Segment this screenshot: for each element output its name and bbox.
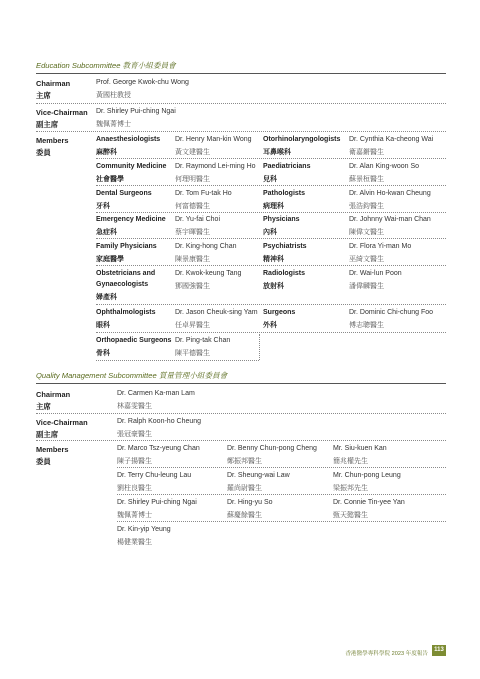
page-number: 113 xyxy=(432,645,446,656)
member-name: Dr. Marco Tsz-yeung Chan xyxy=(117,445,200,452)
separator xyxy=(96,238,446,239)
member-name-zh: 蘇慶餘醫生 xyxy=(227,512,262,519)
specialty-label-zh: 兒科 xyxy=(263,176,277,183)
member-name: Mr. Chun-pong Leung xyxy=(333,472,401,479)
quality-vice-chairman-label-zh: 副主席 xyxy=(36,430,59,439)
education-members-label: Members xyxy=(36,136,69,145)
specialty-label: Family Physicians xyxy=(96,243,157,250)
separator xyxy=(36,103,446,104)
member-name: Mr. Siu-kuen Kan xyxy=(333,445,387,452)
specialty-label: Radiologists xyxy=(263,270,306,277)
separator xyxy=(96,332,446,333)
education-chairman-name-zh: 黃國柱教授 xyxy=(96,92,131,99)
member-name: Dr. Jason Cheuk-sing Yam xyxy=(175,309,258,316)
member-name: Dr. Kin-yip Yeung xyxy=(117,526,171,533)
member-name: Dr. Shirley Pui-ching Ngai xyxy=(117,499,197,506)
specialty-label: Otorhinolaryngologists xyxy=(263,136,341,143)
member-name-zh: 傅志聰醫生 xyxy=(349,322,384,329)
member-name-zh: 楊健業醫生 xyxy=(117,539,152,546)
specialty-label: Psychiatrists xyxy=(263,243,307,250)
education-chairman-name: Prof. George Kwok-chu Wong xyxy=(96,79,189,86)
member-name-zh: 魏佩菁博士 xyxy=(117,512,152,519)
specialty-label: Ophthalmologists xyxy=(96,309,156,316)
specialty-label-zh: 急症科 xyxy=(96,229,117,236)
specialty-label: Physicians xyxy=(263,216,300,223)
education-vice-chairman-name-zh: 魏佩菁博士 xyxy=(96,121,131,128)
specialty-label: Emergency Medicine xyxy=(96,216,166,223)
education-chairman-label-zh: 主席 xyxy=(36,91,51,100)
member-name: Dr. Dominic Chi-chung Foo xyxy=(349,309,434,316)
member-name: Dr. Tom Fu-tak Ho xyxy=(175,190,232,197)
member-name: Dr. Alvin Ho-kwan Cheung xyxy=(349,190,431,197)
quality-chairman-name: Dr. Carmen Ka-man Lam xyxy=(117,390,195,397)
quality-vice-chairman-label: Vice-Chairman xyxy=(36,418,88,427)
quality-title-rule xyxy=(36,383,446,384)
separator xyxy=(96,304,446,305)
member-name: Dr. Kwok-keung Tang xyxy=(175,270,242,277)
member-name-zh: 蔡宇暉醫生 xyxy=(175,229,210,236)
specialty-label-zh: 家庭醫學 xyxy=(96,256,124,263)
member-name: Dr. Terry Chu-leung Lau xyxy=(117,472,192,479)
member-name: Dr. Henry Man-kin Wong xyxy=(175,136,252,143)
specialty-label: Surgeons xyxy=(263,309,296,316)
member-name: Dr. Ping-tak Chan xyxy=(175,337,231,344)
quality-vice-chairman-name-zh: 張冠豪醫生 xyxy=(117,431,152,438)
member-name-zh: 陳平德醫生 xyxy=(175,350,210,357)
quality-section-title: Quality Management Subcommittee 質量管理小組委員會 xyxy=(36,371,228,380)
education-title-rule xyxy=(36,73,446,74)
member-name: Dr. Johnny Wai-man Chan xyxy=(349,216,431,223)
member-name: Dr. Sheung-wai Law xyxy=(227,472,290,479)
member-name-zh: 陳子揚醫生 xyxy=(117,458,152,465)
specialty-label: Pathologists xyxy=(263,190,306,197)
member-name-zh: 簡兆權先生 xyxy=(333,458,368,465)
member-name: Dr. Wai-lun Poon xyxy=(349,270,402,277)
member-name-zh: 陳偉文醫生 xyxy=(349,229,384,236)
quality-chairman-name-zh: 林嘉雯醫生 xyxy=(117,403,152,410)
footer-report-title: 香港醫學專科學院 2023 年度報告 xyxy=(345,651,428,657)
member-name: Dr. King-hong Chan xyxy=(175,243,237,250)
education-members-label-zh: 委員 xyxy=(36,148,51,157)
education-section-title: Education Subcommittee 教育小組委員會 xyxy=(36,61,176,70)
member-name: Dr. Connie Tin-yee Yan xyxy=(333,499,405,506)
separator xyxy=(36,131,446,132)
member-name-zh: 蘇景桓醫生 xyxy=(349,176,384,183)
member-name-zh: 陳景康醫生 xyxy=(175,256,210,263)
member-name-zh: 何理明醫生 xyxy=(175,176,210,183)
education-vice-chairman-label: Vice-Chairman xyxy=(36,108,88,117)
quality-members-label-zh: 委員 xyxy=(36,457,51,466)
specialty-label-zh: 牙科 xyxy=(96,203,110,210)
specialty-label-zh: 骨科 xyxy=(96,350,110,357)
member-name: Dr. Raymond Lei-ming Ho xyxy=(175,163,256,170)
specialty-label-zh: 婦產科 xyxy=(96,294,117,301)
specialty-label-zh: 精神科 xyxy=(263,256,284,263)
education-vice-chairman-label-zh: 副主席 xyxy=(36,120,59,129)
education-chairman-label: Chairman xyxy=(36,79,71,88)
specialty-label-zh: 外科 xyxy=(263,322,277,329)
specialty-label: Paediatricians xyxy=(263,163,311,170)
separator xyxy=(96,158,446,159)
specialty-label-zh: 病理科 xyxy=(263,203,284,210)
specialty-label-zh: 眼科 xyxy=(96,322,110,329)
specialty-label-zh: 社會醫學 xyxy=(96,176,124,183)
member-name: Dr. Alan King-woon So xyxy=(349,163,420,170)
member-name: Dr. Cynthia Ka-cheong Wai xyxy=(349,136,434,143)
separator xyxy=(36,440,446,441)
member-name-zh: 甄天懿醫生 xyxy=(333,512,368,519)
quality-vice-chairman-name: Dr. Ralph Koon-ho Cheung xyxy=(117,418,202,425)
member-name-zh: 張浩鈞醫生 xyxy=(349,203,384,210)
separator xyxy=(117,494,446,495)
member-name-zh: 鄭振邦醫生 xyxy=(227,458,262,465)
specialty-label: Community Medicine xyxy=(96,163,167,170)
member-name-zh: 鄧國強醫生 xyxy=(175,283,210,290)
specialty-label-zh: 耳鼻喉科 xyxy=(263,149,291,156)
specialty-label-line2: Gynaecologists xyxy=(96,281,149,288)
quality-members-label: Members xyxy=(36,445,69,454)
member-name-zh: 任卓昇醫生 xyxy=(175,322,210,329)
separator xyxy=(117,467,446,468)
member-name-zh: 潘偉麟醫生 xyxy=(349,283,384,290)
member-name-zh: 黃文建醫生 xyxy=(175,149,210,156)
member-name-zh: 梁振邦先生 xyxy=(333,485,368,492)
member-name: Dr. Benny Chun-pong Cheng xyxy=(227,445,317,452)
separator xyxy=(96,212,446,213)
separator xyxy=(96,265,446,266)
separator xyxy=(117,521,446,522)
specialty-label: Anaesthesiologists xyxy=(96,136,161,143)
specialty-label-zh: 內科 xyxy=(263,229,277,236)
separator xyxy=(96,360,259,361)
member-name-zh: 衛嘉鏘醫生 xyxy=(349,149,384,156)
member-name-zh: 何富德醫生 xyxy=(175,203,210,210)
specialty-label-zh: 麻醉科 xyxy=(96,149,117,156)
member-name-zh: 巫綺文醫生 xyxy=(349,256,384,263)
specialty-label-zh: 放射科 xyxy=(263,283,284,290)
quality-chairman-label-zh: 主席 xyxy=(36,402,51,411)
member-name: Dr. Flora Yi-man Mo xyxy=(349,243,412,250)
member-name-zh: 劉柱良醫生 xyxy=(117,485,152,492)
specialty-label: Dental Surgeons xyxy=(96,190,152,197)
specialty-label: Obstetricians and xyxy=(96,270,156,277)
separator xyxy=(36,413,446,414)
member-name: Dr. Hing-yu So xyxy=(227,499,273,506)
quality-chairman-label: Chairman xyxy=(36,390,71,399)
specialty-label: Orthopaedic Surgeons xyxy=(96,337,172,344)
member-name: Dr. Yu-fai Choi xyxy=(175,216,221,223)
separator xyxy=(96,185,446,186)
member-name-zh: 羅尚尉醫生 xyxy=(227,485,262,492)
cell-divider xyxy=(259,334,260,360)
education-vice-chairman-name: Dr. Shirley Pui-ching Ngai xyxy=(96,108,176,115)
